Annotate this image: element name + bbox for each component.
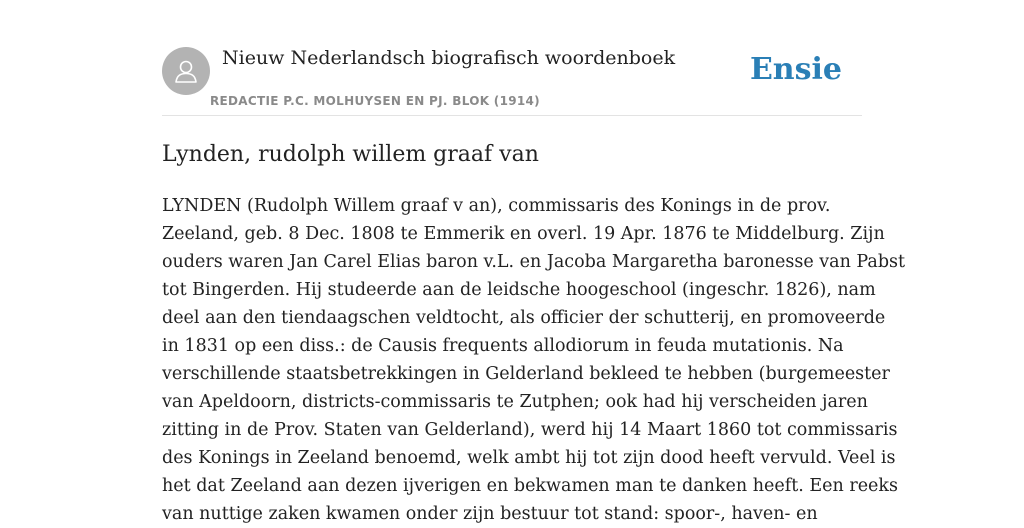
- body-line: ouders waren Jan Carel Elias baron v.L. en Jacoba Margaretha baronesse van Pabst: [162, 252, 906, 272]
- body-line: van Apeldoorn, districts-commissaris te Zutphen; ook had hij verscheiden jaren: [162, 392, 868, 412]
- body-line: het dat Zeeland aan dezen ijverigen en bekwamen man te danken heeft. Een reeks: [162, 476, 898, 496]
- source-title[interactable]: Nieuw Nederlandsch biografisch woordenboek: [222, 47, 676, 69]
- source-editors: REDACTIE P.C. MOLHUYSEN EN PJ. BLOK (1914): [210, 94, 540, 108]
- body-line: Zeeland, geb. 8 Dec. 1808 te Emmerik en overl. 19 Apr. 1876 te Middelburg. Zijn: [162, 224, 885, 244]
- body-line: in 1831 op een diss.: de Causis frequents allodiorum in feuda mutationis. Na: [162, 336, 844, 356]
- brand-logo[interactable]: Ensie: [749, 52, 842, 87]
- article-body: [162, 192, 906, 528]
- user-icon: [172, 57, 200, 85]
- source-header: [162, 46, 862, 116]
- body-line: deel aan den tiendaagschen veldtocht, als officier der schutterij, en promoveerde: [162, 308, 886, 328]
- body-line: verschillende staatsbetrekkingen in Gelderland bekleed te hebben (burgemeester: [162, 364, 890, 384]
- body-line: des Konings in Zeeland benoemd, welk ambt hij tot zijn dood heeft vervuld. Veel is: [162, 448, 896, 468]
- body-line: zitting in de Prov. Staten van Gelderland), werd hij 14 Maart 1860 tot commissaris: [162, 420, 898, 440]
- body-line: tot Bingerden. Hij studeerde aan de leidsche hoogeschool (ingeschr. 1826), nam: [162, 280, 876, 300]
- body-line: LYNDEN (Rudolph Willem graaf v an), commissaris des Konings in de prov.: [162, 196, 831, 216]
- article-title: Lynden, rudolph willem graaf van: [162, 142, 539, 167]
- body-line: van nuttige zaken kwamen onder zijn bestuur tot stand: spoor-, haven- en: [162, 504, 818, 524]
- source-avatar[interactable]: [162, 47, 210, 95]
